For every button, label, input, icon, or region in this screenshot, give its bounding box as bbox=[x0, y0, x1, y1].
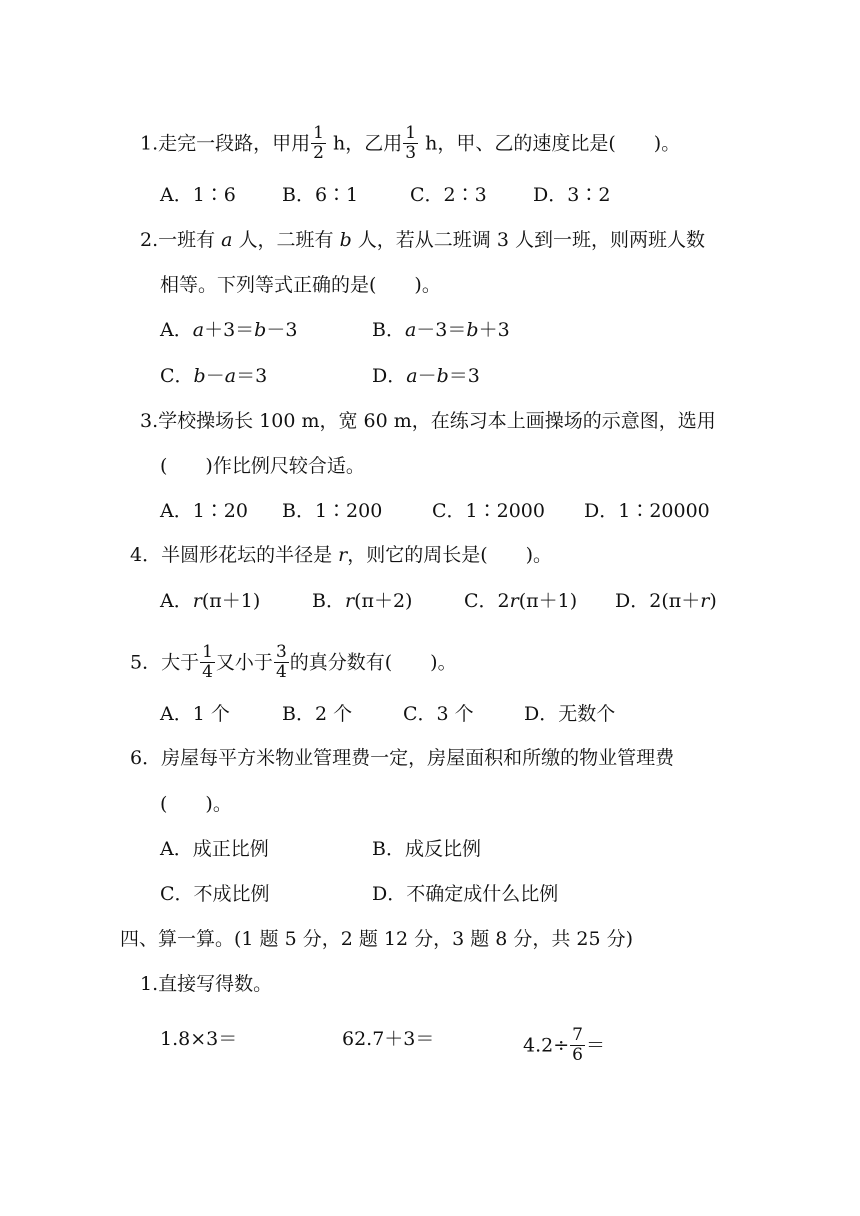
q2-option-b: B．a－3＝b＋3 bbox=[372, 319, 510, 341]
question-3-stem-line2: ( )作比例尺较合适。 bbox=[160, 455, 365, 477]
q3-option-a: A．1∶20 bbox=[160, 500, 248, 522]
q1-text-end: h，甲、乙的速度比是( )。 bbox=[425, 132, 681, 155]
question-2-stem-line2: 相等。下列等式正确的是( )。 bbox=[160, 274, 441, 296]
q4-option-c: C．2r(π＋1) bbox=[464, 590, 578, 612]
q5-option-c: C．3 个 bbox=[403, 703, 474, 725]
calc-item-3: 4.2÷ $\frac{7}{6}$ ＝ bbox=[523, 1025, 605, 1065]
q4-option-b: B．r(π＋2) bbox=[312, 590, 413, 612]
q1-option-c: C．2∶3 bbox=[410, 184, 487, 206]
question-4-stem: 4．半圆形花坛的半径是 r，则它的周长是( )。 bbox=[130, 544, 553, 566]
calc-item-1: 1.8×3＝ bbox=[160, 1028, 238, 1050]
question-3-stem-line1: 3.学校操场长 100 m，宽 60 m，在练习本上画操场的示意图，选用 bbox=[140, 410, 716, 432]
fraction-one-half: $\frac{1}{2}$ bbox=[313, 123, 324, 163]
section-4-subtitle-1: 1.直接写得数。 bbox=[140, 973, 273, 995]
q4-option-a: A．r(π＋1) bbox=[160, 590, 261, 612]
q5-option-a: A．1 个 bbox=[160, 703, 230, 725]
fraction-one-quarter: $\frac{1}{4}$ bbox=[202, 642, 213, 682]
q3-option-c: C．1∶2000 bbox=[432, 500, 545, 522]
q1-text-mid: h，乙用 bbox=[333, 132, 403, 155]
q2-option-d: D．a－b＝3 bbox=[372, 365, 480, 387]
variable-a: a bbox=[221, 229, 233, 251]
fraction-one-third: $\frac{1}{3}$ bbox=[405, 123, 417, 163]
q3-option-d: D．1∶20000 bbox=[584, 500, 710, 522]
question-6-stem-line2: ( )。 bbox=[160, 793, 232, 815]
variable-b: b bbox=[339, 229, 352, 251]
q1-option-a: A．1∶6 bbox=[160, 184, 236, 206]
question-5-stem: 5．大于 $\frac{1}{4}$ 又小于 $\frac{3}{4}$ 的真分数有( )。 bbox=[130, 642, 457, 682]
q1-option-b: B．6∶1 bbox=[282, 184, 359, 206]
q5-option-d: D．无数个 bbox=[524, 703, 616, 725]
q5-option-b: B．2 个 bbox=[282, 703, 353, 725]
q6-option-b: B．成反比例 bbox=[372, 838, 481, 860]
fraction-three-quarters: $\frac{3}{4}$ bbox=[275, 642, 287, 682]
q4-option-d: D．2(π＋r) bbox=[615, 590, 717, 612]
q6-option-a: A．成正比例 bbox=[160, 838, 269, 860]
q2-option-c: C．b－a＝3 bbox=[160, 365, 268, 387]
section-4-title: 四、算一算。(1 题 5 分，2 题 12 分，3 题 8 分，共 25 分) bbox=[120, 928, 634, 950]
q2-option-a: A．a＋3＝b－3 bbox=[160, 319, 298, 341]
q1-text-start: 1.走完一段路，甲用 bbox=[140, 132, 311, 155]
calc-item-2: 62.7＋3＝ bbox=[342, 1028, 435, 1050]
q1-option-d: D．3∶2 bbox=[533, 184, 611, 206]
variable-r: r bbox=[338, 544, 348, 566]
q6-option-c: C．不成比例 bbox=[160, 883, 270, 905]
question-6-stem-line1: 6．房屋每平方米物业管理费一定，房屋面积和所缴的物业管理费 bbox=[130, 747, 675, 769]
question-1-stem bbox=[140, 125, 680, 164]
q3-option-b: B．1∶200 bbox=[282, 500, 383, 522]
fraction-seven-sixths: $\frac{7}{6}$ bbox=[572, 1025, 583, 1065]
question-2-stem-line1: 2.一班有 a 人，二班有 b 人，若从二班调 3 人到一班，则两班人数 bbox=[140, 229, 705, 251]
q6-option-d: D．不确定成什么比例 bbox=[372, 883, 559, 905]
